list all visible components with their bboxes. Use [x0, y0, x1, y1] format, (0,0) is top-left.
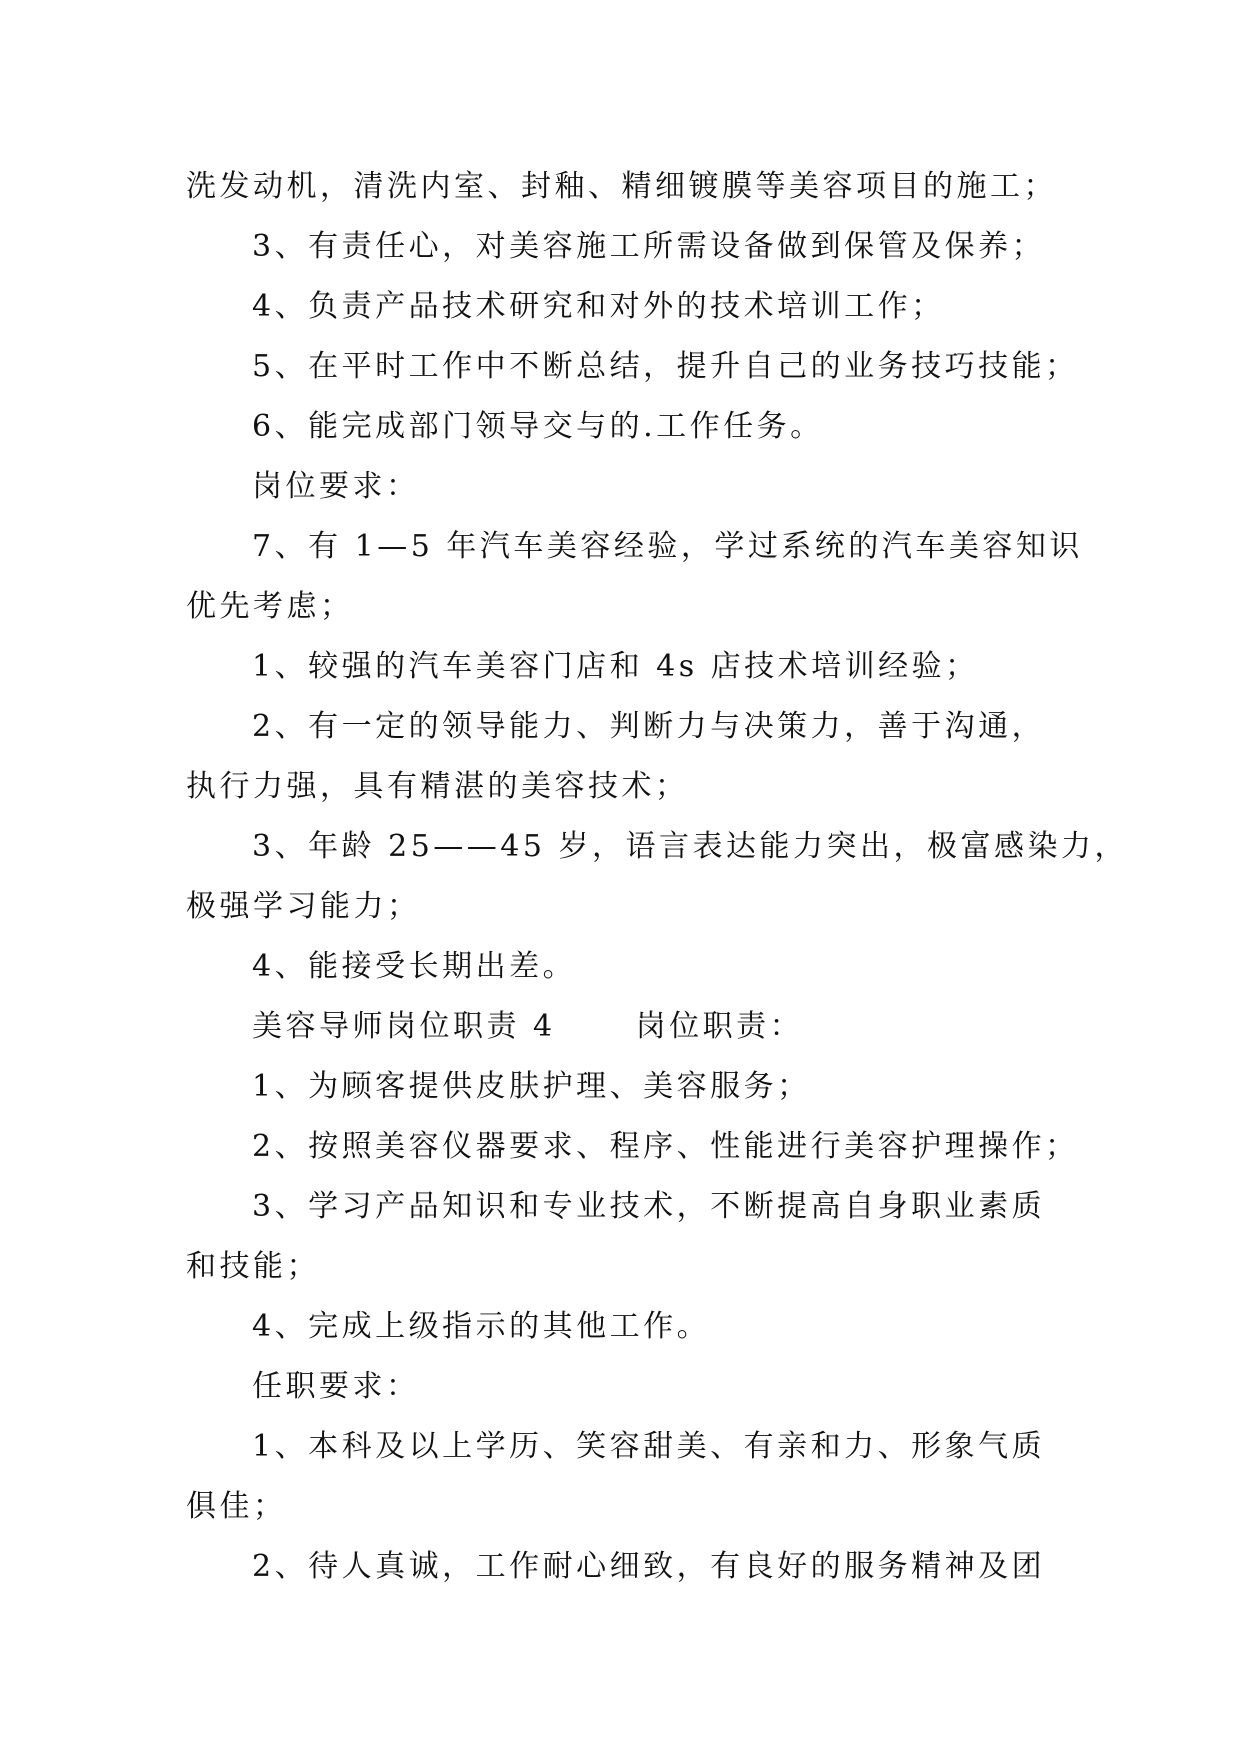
text-line: 6、能完成部门领导交与的.工作任务。 [252, 409, 824, 444]
text-line: 洗发动机，清洗内室、封釉、精细镀膜等美容项目的施工； [186, 169, 1057, 204]
text-line: 3、有责任心，对美容施工所需设备做到保管及保养； [252, 229, 1046, 264]
text-line: 4、能接受长期出差。 [252, 949, 577, 984]
text-line: 1、为顾客提供皮肤护理、美容服务； [252, 1069, 811, 1104]
text-line: 7、有 1—5 年汽车美容经验，学过系统的汽车美容知识 [252, 529, 1083, 564]
text-line: 3、学习产品知识和专业技术，不断提高自身职业素质 [252, 1189, 1046, 1224]
text-line: 极强学习能力； [186, 889, 421, 924]
text-line: 4、负责产品技术研究和对外的技术培训工作； [252, 289, 945, 324]
text-line: 2、待人真诚，工作耐心细致，有良好的服务精神及团 [252, 1549, 1046, 1584]
text-line: 和技能； [186, 1249, 320, 1284]
text-line: 执行力强，具有精湛的美容技术； [186, 769, 689, 804]
text-line: 俱佳； [186, 1489, 287, 1524]
section-heading: 任职要求： [252, 1369, 420, 1404]
text-line: 2、有一定的领导能力、判断力与决策力，善于沟通， [252, 709, 1046, 744]
section-heading: 岗位要求： [252, 469, 420, 504]
text-line: 2、按照美容仪器要求、程序、性能进行美容护理操作； [252, 1129, 1079, 1164]
text-line: 1、本科及以上学历、笑容甜美、有亲和力、形象气质 [252, 1429, 1046, 1464]
text-line: 5、在平时工作中不断总结，提升自己的业务技巧技能； [252, 349, 1079, 384]
text-line: 优先考虑； [186, 589, 354, 624]
text-line: 4、完成上级指示的其他工作。 [252, 1309, 711, 1344]
text-line: 1、较强的汽车美容门店和 4s 店技术培训经验； [252, 649, 979, 684]
text-line: 3、年龄 25——45 岁，语言表达能力突出，极富感染力， [252, 829, 1129, 864]
section-heading: 美容导师岗位职责 4 岗位职责： [252, 1009, 804, 1044]
